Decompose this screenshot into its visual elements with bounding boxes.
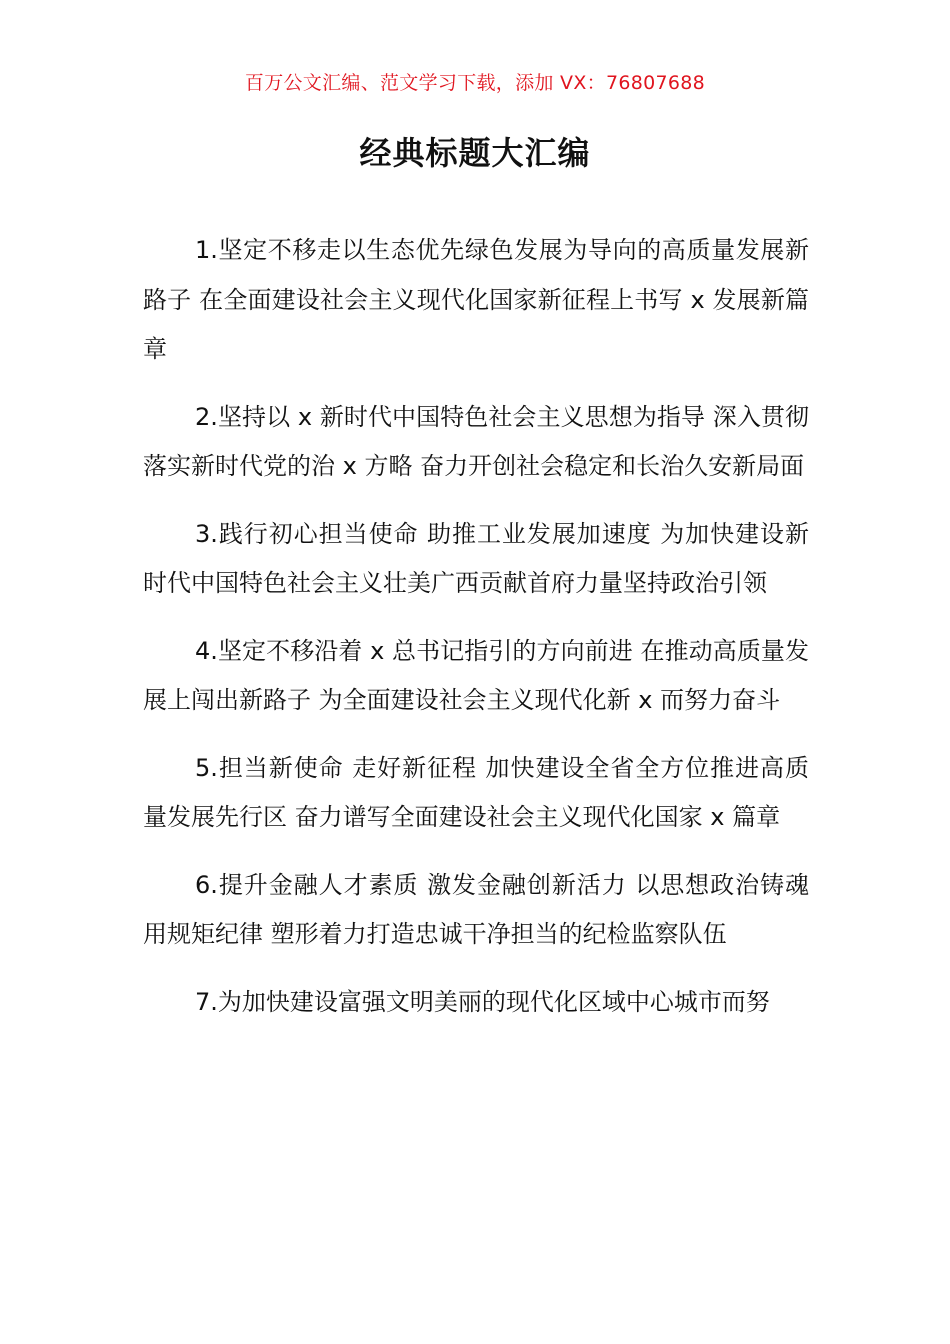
- document-title: 经典标题大汇编: [359, 134, 591, 172]
- list-item: 1.坚定不移走以生态优先绿色发展为导向的高质量发展新路子 在全面建设社会主义现代化国家新征程上书写 x 发展新篇章: [143, 236, 809, 363]
- list-item: 5.担当新使命 走好新征程 加快建设全省全方位推进高质量发展先行区 奋力谱写全面建设社会主义现代化国家 x 篇章: [143, 753, 809, 831]
- list-item: 3.践行初心担当使命 助推工业发展加速度 为加快建设新时代中国特色社会主义壮美广西贡献首府力量坚持政治引领: [143, 519, 809, 597]
- list-item: 4.坚定不移沿着 x 总书记指引的方向前进 在推动高质量发展上闯出新路子 为全面建设社会主义现代化新 x 而努力奋斗: [143, 636, 809, 714]
- list-item: 6.提升金融人才素质 激发金融创新活力 以思想政治铸魂用规矩纪律 塑形着力打造忠诚干净担当的纪检监察队伍: [143, 870, 809, 948]
- list-item: 7.为加快建设富强文明美丽的现代化区域中心城市而努: [195, 987, 770, 1016]
- header-note: 百万公文汇编、范文学习下载，添加 VX：76807688: [244, 72, 706, 94]
- document-body: [143, 226, 809, 1045]
- list-item: 2.坚持以 x 新时代中国特色社会主义思想为指导 深入贯彻落实新时代党的治 x 方略 奋力开创社会稳定和长治久安新局面: [143, 402, 809, 480]
